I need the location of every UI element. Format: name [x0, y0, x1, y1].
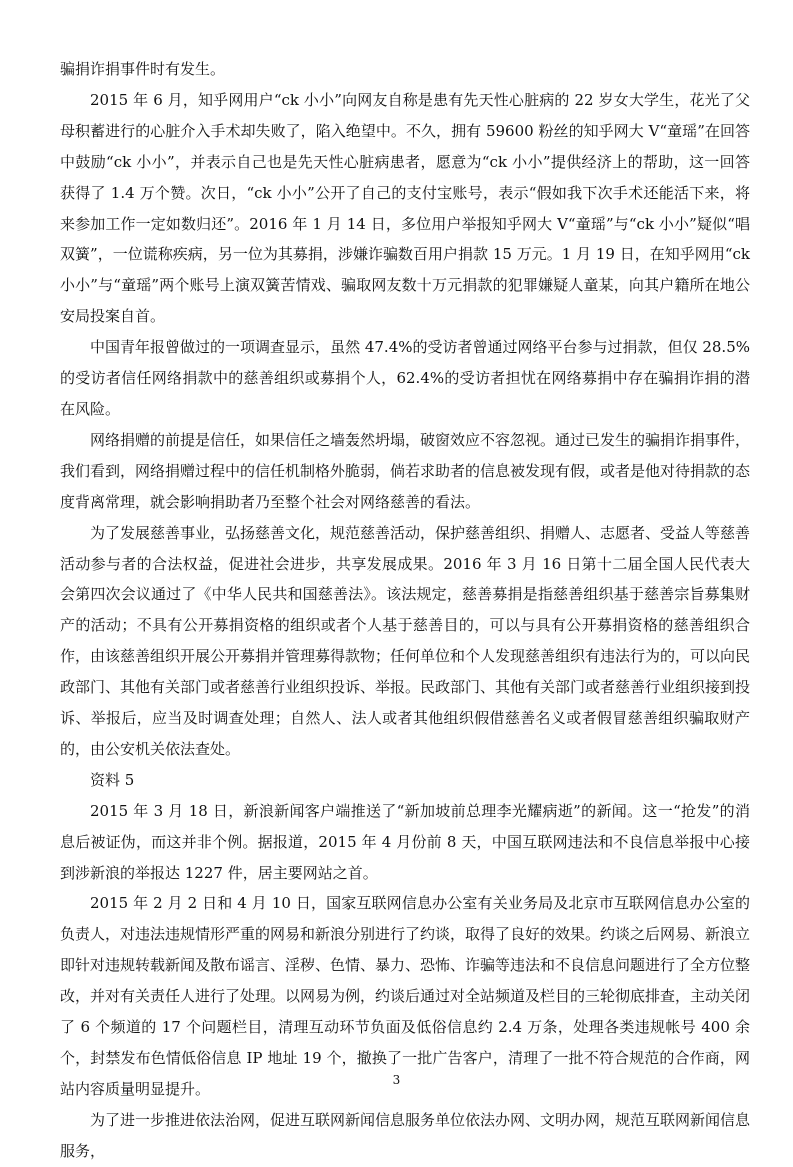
paragraph-survey: 中国青年报曾做过的一项调查显示，虽然 47.4%的受访者曾通过网络平台参与过捐款，但仅 28.5%的受访者信任网络捐款中的慈善组织或募捐个人，62.4%的受访者担忧在网络募捐中存在骗捐诈捐的潜在风险。 — [60, 338, 750, 418]
paragraph-charity-law: 为了发展慈善事业，弘扬慈善文化，规范慈善活动，保护慈善组织、捐赠人、志愿者、受益人等慈善活动参与者的合法权益，促进社会进步，共享发展成果。2016 年 3 月 16 日第十二届全国人民代表大会第四次会议通过了《中华人民共和国慈善法》。该法规定，慈善募捐是指慈善组织基于慈善宗旨募集财产的活动；不具有公开募捐资格的组织或者个人基于慈善目的，可以与具有公开募捐资格的慈善组织合作，由该慈善组织开展公开募捐并管理募得款物；任何单位和个人发现慈善组织有违法行为的，可以向民政部门、其他有关部门或者慈善行业组织投诉、举报。民政部门、其他有关部门或者慈善行业组织接到投诉、举报后，应当及时调查处理；自然人、法人或者其他组织假借慈善名义或者假冒慈善组织骗取财产的，由公安机关依法查处。 — [60, 523, 751, 758]
body-text — [60, 54, 750, 1167]
page-number: 3 — [392, 1073, 401, 1087]
paragraph-trust: 网络捐赠的前提是信任，如果信任之墙轰然坍塌，破窗效应不容忽视。通过已发生的骗捐诈捐事件，我们看到，网络捐赠过程中的信任机制格外脆弱，倘若求助者的信息被发现有假，或者是他对待捐款的态度背离常理，就会影响捐助者乃至整个社会对网络慈善的看法。 — [60, 430, 751, 511]
paragraph-continuation: 骗捐诈捐事件时有发生。 — [60, 60, 226, 78]
paragraph-zhihu-case: 2015 年 6 月，知乎网用户“ck 小小”向网友自称是患有先天性心脏病的 22 岁女大学生，花光了父母积蓄进行的心脏介入手术却失败了，陷入绝望中。不久，拥有 59600 粉丝的知乎网大 V“童瑶”在回答中鼓励“ck 小小”，并表示自己也是先天性心脏病患者，愿意为“ck 小小”提供经济上的帮助，这一回答获得了 1.4 万个赞。次日，“ck 小小”公开了自己的支付宝账号，表示“假如我下次手术还能活下来，将来参加工作一定如数归还”。2016 年 1 月 14 日，多位用户举报知乎网大 V“童瑶”与“ck 小小”疑似“唱双簧”，一位谎称疾病，另一位为其募捐，涉嫌诈骗数百用户捐款 15 万元。1 月 19 日，在知乎网用“ck 小小”与“童瑶”两个账号上演双簧苦情戏、骗取网友数十万元捐款的犯罪嫌疑人童某，向其户籍所在地公安局投案自首。 — [60, 90, 750, 326]
paragraph-interview: 2015 年 2 月 2 日和 4 月 10 日，国家互联网信息办公室有关业务局及北京市互联网信息办公室的负责人，对违法违规情形严重的网易和新浪分别进行了约谈，取得了良好的效果。约谈之后网易、新浪立即针对违规转载新闻及散布谣言、淫秽、色情、暴力、恐怖、诈骗等违法和不良信息问题进行了全方位整改，并对有关责任人进行了处理。以网易为例，约谈后通过对全站频道及栏目的三轮彻底排查，主动关闭了 6 个频道的 17 个问题栏目，清理互动环节负面及低俗信息约 2.4 万条，处理各类违规帐号 400 余个，封禁发布色情低俗信息 IP 地址 19 个，撤换了一批广告客户，清理了一批不符合规范的合作商，网站内容质量明显提升。 — [60, 894, 751, 1098]
paragraph-sina-news: 2015 年 3 月 18 日，新浪新闻客户端推送了“新加坡前总理李光耀病逝”的新闻。这一“抢发”的消息后被证伪，而这并非个例。据报道，2015 年 4 月份前 8 天，中国互联网违法和不良信息举报中心接到涉新浪的举报达 1227 件，居主要网站之首。 — [60, 801, 750, 882]
paragraph-regulation: 为了进一步推进依法治网，促进互联网新闻信息服务单位依法办网、文明办网，规范互联网新闻信息服务， — [60, 1110, 751, 1160]
section-heading: 资料 5 — [90, 770, 135, 789]
